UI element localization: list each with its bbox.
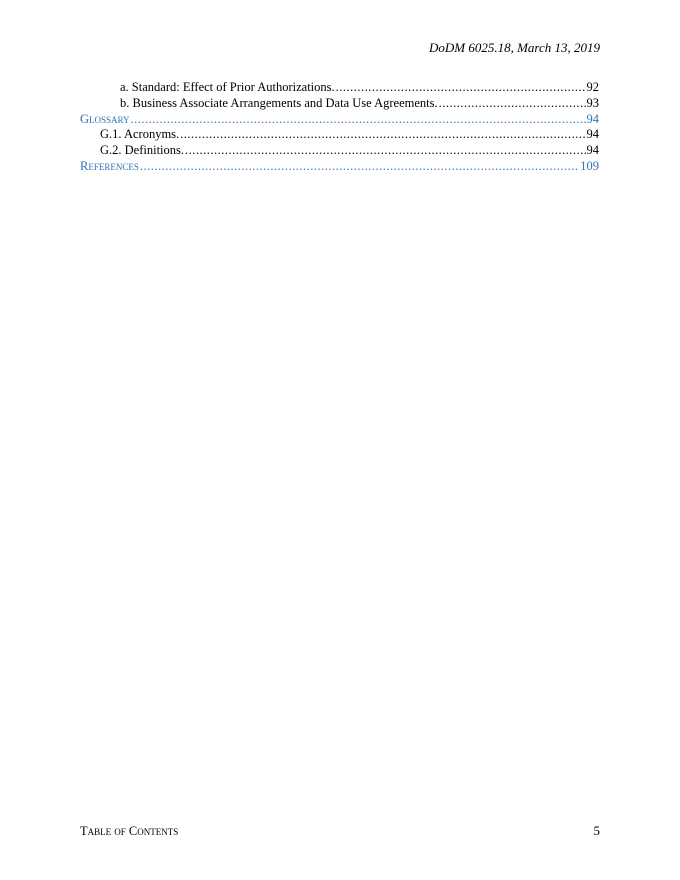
toc-entry-business-associate-arrangements[interactable] [80,96,599,112]
toc-entry-label: Glossary [80,111,130,126]
toc-dot-leader [439,96,586,112]
toc-entry-glossary[interactable] [80,112,599,128]
toc-entry-label: b. Business Associate Arrangements and Data Use Agreements. [120,95,438,110]
toc-entry-page: 94 [586,143,599,158]
toc-entry-references[interactable] [80,159,599,175]
footer-page-number: 5 [593,823,600,838]
toc-entry-standard-prior-authorizations[interactable] [80,80,599,96]
toc-dot-leader [140,159,579,175]
toc-entry-page: 93 [586,95,599,110]
toc-dot-leader [336,80,586,96]
toc-entry-page: 94 [586,127,599,142]
toc-entry-page: 92 [586,80,599,94]
toc-entry-definitions[interactable] [80,143,599,159]
toc-entry-acronyms[interactable] [80,127,599,143]
toc-entry-label: a. Standard: Effect of Prior Authorizations. [120,80,335,94]
toc-entry-page: 109 [580,158,599,173]
table-of-contents [80,80,599,175]
toc-dot-leader [131,112,586,128]
toc-entry-label: References [80,158,139,173]
document-header: DoDM 6025.18, March 13, 2019 [428,40,600,55]
toc-entry-page: 94 [586,111,599,126]
toc-dot-leader [180,127,585,143]
footer-section-title: Table of Contents [80,824,179,838]
toc-dot-leader [185,143,585,159]
toc-entry-label: G.1. Acronyms. [100,127,180,142]
toc-entry-label: G.2. Definitions. [100,143,185,158]
